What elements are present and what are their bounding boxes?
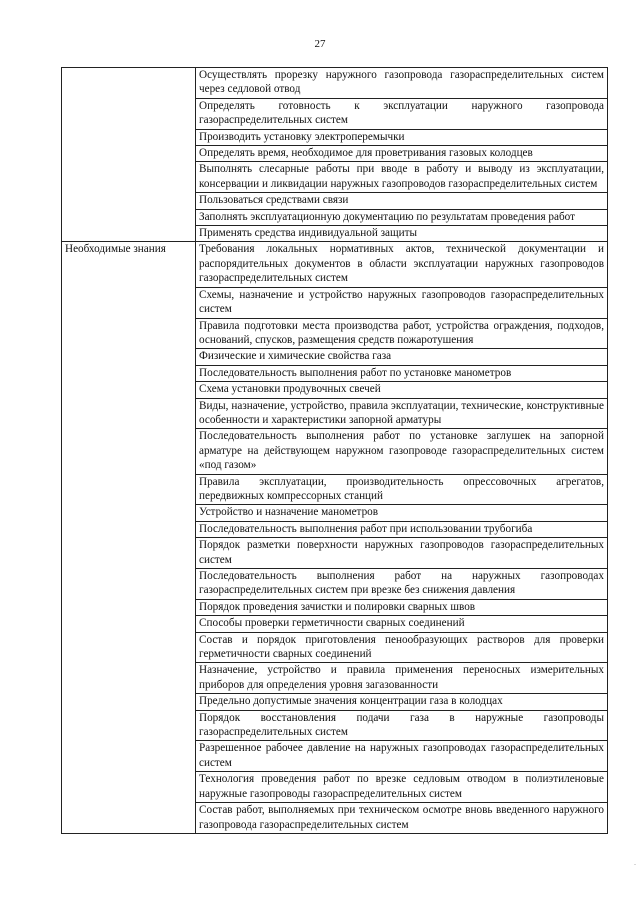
requirement-item: Определять время, необходимое для проветривания газовых колодцев — [196, 146, 608, 162]
requirement-item: Состав работ, выполняемых при техническом осмотре вновь введенного наружного газопровода газораспределительных систем — [196, 803, 608, 834]
requirement-item: Применять средства индивидуальной защиты — [196, 226, 608, 242]
qualification-table — [61, 67, 608, 834]
requirement-item: Виды, назначение, устройство, правила эксплуатации, технические, конструктивные особенности и характеристики запорной арматуры — [196, 398, 608, 429]
requirement-item: Предельно допустимые значения концентрации газа в колодцах — [196, 694, 608, 710]
requirement-item: Правила подготовки места производства работ, устройства ограждения, подходов, оснований, спусков, размещения средств пожаротушения — [196, 318, 608, 349]
requirement-item: Физические и химические свойства газа — [196, 349, 608, 365]
requirement-item: Схема установки продувочных свечей — [196, 382, 608, 398]
requirement-item: Правила эксплуатации, производительность опрессовочных агрегатов, передвижных компрессорных станций — [196, 474, 608, 505]
requirement-item: Осуществлять прорезку наружного газопровода газораспределительных систем через седловой отвод — [196, 68, 608, 99]
requirement-item: Последовательность выполнения работ по установке манометров — [196, 365, 608, 381]
table-body — [62, 68, 608, 834]
requirement-item: Порядок восстановления подачи газа в наружные газопроводы газораспределительных систем — [196, 710, 608, 741]
requirement-item: Схемы, назначение и устройство наружных газопроводов газораспределительных систем — [196, 287, 608, 318]
requirement-item: Порядок проведения зачистки и полировки сварных швов — [196, 599, 608, 615]
requirement-item: Требования локальных нормативных актов, технической документации и распорядительных документов в области эксплуатации наружных газопроводов газораспределительных систем — [196, 242, 608, 287]
page-number: 27 — [314, 38, 326, 50]
table-row — [62, 68, 608, 99]
requirement-item: Состав и порядок приготовления пенообразующих растворов для проверки герметичности сварных соединений — [196, 632, 608, 663]
table-row — [62, 242, 608, 287]
requirement-item: Назначение, устройство и правила применения переносных измерительных приборов для определения уровня загазованности — [196, 663, 608, 694]
edge-mark: . — [634, 858, 636, 867]
requirement-item: Способы проверки герметичности сварных соединений — [196, 616, 608, 632]
requirement-item: Последовательность выполнения работ на наружных газопроводах газораспределительных систем при врезке без снижения давления — [196, 569, 608, 600]
requirement-item: Разрешенное рабочее давление на наружных газопроводах газораспределительных систем — [196, 741, 608, 772]
requirement-item: Пользоваться средствами связи — [196, 193, 608, 209]
requirement-item: Последовательность выполнения работ по установке заглушек на запорной арматуре на действующем наружном газопроводе газораспределительных систем «под газом» — [196, 429, 608, 474]
requirement-item: Выполнять слесарные работы при вводе в работу и выводу из эксплуатации, консервации и ликвидации наружных газопроводов газораспределительных систем — [196, 162, 608, 193]
requirement-item: Производить установку электроперемычки — [196, 129, 608, 145]
requirement-item: Порядок разметки поверхности наружных газопроводов газораспределительных систем — [196, 538, 608, 569]
requirement-item: Последовательность выполнения работ при использовании трубогиба — [196, 521, 608, 537]
section-label: Необходимые знания — [62, 242, 196, 833]
requirement-item: Технология проведения работ по врезке седловым отводом в полиэтиленовые наружные газопроводы газораспределительных систем — [196, 772, 608, 803]
requirement-item: Устройство и назначение манометров — [196, 505, 608, 521]
section-label — [62, 68, 196, 242]
requirement-item: Заполнять эксплуатационную документацию по результатам проведения работ — [196, 209, 608, 225]
requirement-item: Определять готовность к эксплуатации наружного газопровода газораспределительных систем — [196, 98, 608, 129]
